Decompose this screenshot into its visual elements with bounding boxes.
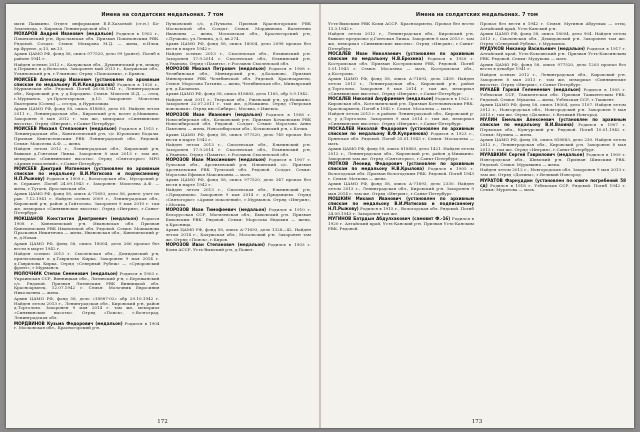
record-entry: [166, 243, 312, 253]
record-text: Родился в 1905 г. Узбекская ССР, Ташкентская обл. Призван Ташкентским РВК. Рядовой. Семья: Мукаева — жена, Узбекская ССР, г.Ташкент.: [480, 86, 626, 102]
record-text: Родился в 1915 г. Ленинградская обл., Кингисеппский р-н, с/с Юромские Бодалы. Призван Кингисеппским РВК Ленинградской обл. Рядовой. Семья: Моисеева А.Ф. — жена.: [14, 126, 160, 146]
record-entry: [166, 67, 312, 91]
record-text: Родился в 1909 г. Новгородская обл., Шимский р-н. Призван Шимским РВК. Рядовой. Семья: Муравкина — жена.: [480, 152, 626, 167]
record-continuation: [14, 63, 160, 78]
record-continuation: [480, 73, 626, 88]
record-text: Родился в 1905 г. Вологодская обл. Призван Вологодским РВК. Рядовой. Погиб 1943 г. Семья: Моткова — жена.: [328, 166, 474, 181]
record-continuation: [14, 107, 160, 126]
record-text: Родился в 1920 г. Алтайский край, Усть-Канский р-н. Призван Усть-Канским РВК. Рядовой.: [328, 216, 474, 232]
record-text: Архив ЦАМО РФ, фонд 58, опись 18004, дело 266 пропал без вести в марте 1942 г.: [14, 240, 160, 251]
text-column: [166, 22, 312, 414]
right-page: [320, 4, 634, 428]
record-text: Родился в 1917 г. Алтайский край, Усть-Коксинский р-н. Призван Усть-Коксинским РВК. Рядовой. Семья: Мудукова — мать.: [480, 46, 626, 62]
record-heading: МУКАЕВ Гарнай Гелемеевич (медальон): [480, 86, 581, 92]
record-heading: МОСАЛЕВ Николай Ануфриевич (медальон): [328, 96, 434, 102]
record-text: Родился в 1915 г., Вологодская обл. Рядовой. Погиб 24.09.1943 г. Захоронен там же.: [328, 206, 474, 216]
record-text: Найден осенью 2013 г. Смоленская обл., Демидовский р-н, прилегающая к д.Гаврилова Кирка. Захоронен 9 мая 2014 г. д.Гаврилова Кирка. Отряд «Северный Рубеж» — «Суворовский фронт», г.Мурманск.: [14, 250, 160, 271]
record-text: Найден летом 2013 г., Смоленская обл., Ельнинский р-н, с.Приданцево. Захоронен 9 мая 2014 г. д.Приданцево. Отряд «Святогорье» «Армия поколений», г.Мурманск. Отряд «Ингрия», г.Москва.: [165, 187, 311, 207]
text-column: [328, 22, 474, 414]
record-heading: МОИСЕЕВ Дмитрий Матвеевич (установлен по архивным спискам по медальону В.И.Матисова и подписанному Н.П.Рыжову): [14, 166, 160, 181]
record-text: Найден осенью 2012 г., Ленинградская обл., Кировский р-н. Захоронен 8 мая 2013 г. там же, мемориал «Синявинские высоты». Отряд «Ингрия», г.Санкт-Петербург.: [480, 71, 626, 87]
record-entry: [166, 208, 312, 227]
record-text: Найден май 2011 г., Тверская обл., Ржевский р-н, ур.Ножкино. Захоронен 22.07.2011 г. там же, д.Ножкино. Отряд «Тверская поисковая». Отряд им.«Сибирь», Москва, г.Ижевск.: [165, 96, 311, 112]
record-text: Родился в 1910 г. Белорусская ССР, Могилевская обл., Быховский р-н. Призван Быховским РВК. Рядовой. Семья: Морозова Евдокия — жена, д.Красница.: [165, 207, 311, 227]
record-continuation: [328, 22, 474, 32]
record-continuation: [166, 143, 312, 158]
record-entry: [328, 52, 474, 76]
record-heading: МОРОЗОВ Иван Степанович (медальон): [165, 242, 265, 248]
record-continuation: [480, 22, 626, 32]
record-text: Родился в 1908 г. Новосибирская обл., Кочковский р-н. Призван Кочковским РВК Новосибирской обл. Рядовой. Солдат. Семья: Морозова Анна Павловна — жена, Новосибирская обл., Кочковский р-н, с.Кочки.: [165, 111, 311, 132]
record-continuation: [14, 147, 160, 166]
record-text: Найден осенью 2013 г., Смоленская обл., Ельнинский р-н. Захоронен 17.9.2014 г. Смоленская обл., Ельнинский р-н, д.Уваново. Отряд «Память», г.Рославль Смоленской обл.: [165, 51, 311, 66]
record-heading: МУДУКОВ Никанор Васильевич (медальон): [480, 46, 585, 52]
record-text: Родился в 1904 г. Московская обл., Красногорский р-н.: [14, 320, 160, 331]
record-continuation: [166, 133, 312, 143]
record-entry: [328, 217, 474, 232]
record-text: Родился в 1920 г. Костромская обл. Призван Костромским РВК. Рядовой. Погиб 5.01.1943 г. Семья: Мосалева — мать, Костромская обл., д.Кострома.: [328, 56, 474, 76]
record-continuation: [166, 228, 312, 243]
record-text: Родился в 1907 г. Тульская обл., Арсеньевский р-н, Ильинский с/с. Призван Арсеньевским РВК Тульской обл. Рядовой. Солдат. Семья: Морозова Ефимья Максимовна — мать.: [165, 157, 311, 177]
record-text: Найден летом 2012 г., Ленинградская обл., Кировский р-н, бывшее предполье д.Гонтовая Липка. Захоронен 8 мая 2013 г. там же, мемориал «Синявинские высоты». Отряд «Ингрия», г.Санкт-Петербург.: [328, 31, 474, 51]
record-text: Найден летом 2012 г., Ленинградская обл., Кировский р-н, бывшая д.Гонтовая Липка. Захоронен 8 мая 2013 г. там же, мемориал «Синявинские высоты». Отряд «Святогорье» МРО «Армия поколений», г.Санкт-Петербург.: [14, 146, 160, 166]
record-continuation: [14, 22, 160, 32]
record-heading: МУРАВКИН Сергей Гаврилович (медальон): [480, 152, 585, 158]
record-text: Пропал без вести в 1942 г. Семья: Мугинов Абдулхак — отец, Алтайский край, Усть-Канский р-н.: [480, 22, 626, 31]
record-continuation: [480, 63, 626, 73]
record-entry: [480, 88, 626, 103]
record-heading: МОСАЛЕВ Иван Николаевич (установлен по архивным спискам по медальону Н.В.Ерохина): [328, 51, 474, 62]
record-text: Архив ЦАМО РФ, фонд 58, опись 18004, дело 904. Найден летом 2013 г., Смоленская обл., Демидовский р-н. Захоронен там же. Отряд «Северный Рубеж», г.Мурманск.: [480, 31, 626, 46]
record-text: Архив ЦАМО РФ, фонд 58, опись 818883, дело 1165, обр 5.9.1942.: [165, 91, 309, 97]
text-column: [480, 22, 626, 414]
record-text: Архив ЦАМО РФ, фонд 58, опись 18004, дело 1107. Найден летом 2012 г., Новгородская обл., Новгородский р-н. Захоронен 9 мая 2013 г. там же. Отряд «Долина», г.Великий Новгород.: [480, 102, 626, 117]
record-text: Архив ЦАМО РФ, фонд 58, опись 977520, дело 347 пропал без вести в марте 1942 г.: [165, 177, 311, 187]
book-gutter: [319, 4, 321, 428]
record-continuation: [14, 192, 160, 216]
record-continuation: [480, 32, 626, 47]
record-heading: МУРАТОВ Фарнуддин (установлен по книге погребений 58 сд): [480, 177, 626, 188]
record-continuation: [14, 52, 160, 62]
record-text: Родился в 1907 г. Пермская обл., Кунгурский р-н. Рядовой. Погиб 10.01.1942 г. Семья: Мулина — жена.: [480, 122, 626, 137]
record-entry: [480, 179, 626, 194]
record-text: Родился в 1908 г. Челябинская обл., Миньярский р-н, д.Баланово. Призван Миньярским РВК Челябинской обл. Рядовой. Красноармеец. Семья: Морозова Татьяна — жена, Челябинская обл., Миньярский р-н, д.Баланово.: [165, 66, 311, 91]
record-text: Родился в 1922 г. Кировская обл., Котельничский р-н. Призван Котельничским РВК. Красноармеец. Погиб в 1942 г. Семья: Мосалева — мать.: [328, 96, 474, 111]
record-heading: МОРОЗОВ Иван Максимович (медальон): [165, 157, 266, 163]
record-heading: МОИСЕЕВ Михаил Степанович (медальон): [14, 126, 117, 132]
record-entry: [328, 97, 474, 112]
record-text: Родился 1908 г. Кинешемский р-н, Ивановская обл. Призван Кинешемским РВК Ивановской обл. Рядовой. Семья: Мокшанова Прасковья Никитична — жена, Ивановская обл., Кинешемский р-н, д.Новая.: [14, 215, 160, 241]
record-continuation: [480, 103, 626, 118]
record-continuation: [480, 168, 626, 178]
record-entry: [480, 153, 626, 168]
record-text: Родился в 1909 г., Вологодская обл., Мусорский р-н. Сержант. Погиб 24.09.1943 г. Захоронен: Моисеева А.Ф. — жена, г.Тутаев, Ярославская обл.: [14, 175, 160, 191]
record-heading: МУГИНОВ Батрдын Абдулхакович (самовит Ф.-16): [328, 216, 451, 222]
record-entry: [14, 322, 160, 332]
record-text: Архив ЦАМО РФ, фонд 58, опись А-71693, дело 1328—42. Найден летом 2014 г., Калужская обл., Мосальский р-н. Захоронен там же. Отряд «Поиск», г.Киров.: [165, 227, 311, 242]
record-entry: [14, 127, 160, 146]
record-text: Архив ЦАМО РФ, фонд 58, опись А-71693, дело 56, ранее: учет по ран. 7.12.1941 г. Найден осенью 2009 г., Ленинградская обл., Кировский р-н, район д.Гайтолово. Захоронен 9 мая 2010 г. там же, мемориал «Синявинские высоты». Отряд «Ингрия», г.Санкт-Петербург.: [14, 191, 160, 216]
record-continuation: [328, 147, 474, 162]
record-text: Родился в 1902 г., Пошехонский р-н, Ярославская обл. Призван Пошехонским РВК. Рядовой. Солдат. Семья: Мохарова М.Д. — жена, п.Ильи, пр.Фрунзе, д.13, кв.13.: [14, 31, 160, 51]
record-text: Архив ЦАМО РФ, фонд 58, опись 977520, дело 749 пропал без вести в марте 1942 г.: [165, 131, 311, 142]
record-continuation: [328, 182, 474, 197]
record-heading: МОХАРОВ Андрей Иванович (медальон): [14, 31, 114, 37]
record-heading: МОШКИН Михаил Иванович (установлен по архивным спискам по медальону В.И.Матисова и подписанному Н.П.Рыжову): [328, 196, 474, 212]
record-text: Архив ЦАМО РФ, фонд 58, опись А-71693, дело 2330. Найден летом 2013 г., Ленинградская обл., Кировский р-н. Захоронен 9 мая 2014 г. там же. Отряд «Ингрия», г.Санкт-Петербург.: [328, 181, 474, 197]
record-continuation: [14, 297, 160, 321]
record-continuation: [480, 138, 626, 153]
record-heading: МОРОЗОВ Михаил Петрович (медальон): [165, 66, 266, 72]
record-continuation: [328, 112, 474, 127]
record-text: Найден осенью 2012 г., Калужская обл., Думиничский р-н, между д.Перкино и д.Волосово. Захоронен май 2013 г., Калужская обл., Ульяновский р-н, г.Ульяново. Отряд «Поисковик», г.Брянск.: [14, 61, 160, 77]
record-continuation: [166, 188, 312, 207]
running-head: Имена на солдатских медальонах. 7 том: [415, 12, 539, 18]
record-text: Архив ЦАМО РФ, фонд 58, дело «18987-02» обр 29.10.1942 г. Найден летом 2013 г., Ленинградская обл., Кировский р-н, район д.Тортолово. Захоронен 9 мая 2014 г. там же, мемориал «Синявинские высоты». Отряд «Поиск», г.Волгоград, Ленинградская обл.: [14, 295, 160, 321]
record-continuation: [166, 178, 312, 188]
record-text: Родился в 1903 г. Коми АССР, Усть-Вымский р-н, д.Пожег.: [165, 242, 311, 253]
record-entry: [480, 118, 626, 137]
record-entry: [14, 272, 160, 296]
record-text: Найден летом 2013 г. в районе Ленинградской обл., Кировский р-н, у д.Тортолово. Захоронен 9 мая 2014 г. там же, мемориал «Синявинские высоты». Отряд «Ингрия», г.Санкт-Петербург.: [328, 111, 474, 126]
record-heading: МУЛИН Емельян Алексеевич (установлен по архивным спискам по медальону В.И.Вахина): [480, 117, 626, 128]
record-heading: МОИСЕЕВ Александр Иванович (установлен по архивным спискам по медальону И.И.Кондрашова): [14, 76, 160, 87]
record-entry: [480, 47, 626, 62]
text-column: [14, 22, 160, 414]
running-head: Имена на солдатских медальонах. 7 том: [101, 12, 224, 18]
record-entry: [328, 127, 474, 146]
record-text: Архив ЦАМО РФ, фонд 58, опись 818883, дело 1421. Найден летом 2012 г., Ленинградская обл., Кировский р-н, район д.Мишкино. Захоронен там же. Отряд «Святогорье», г.Санкт-Петербург.: [328, 146, 474, 161]
record-entry: [14, 217, 160, 241]
record-text: Найден летом 2012 г., Новгородская обл. Захоронен 9 мая 2013 г. там же. Отряд «Долина», г.Великий Новгород.: [480, 167, 626, 178]
record-entry: [328, 162, 474, 181]
page-columns: [14, 22, 311, 414]
record-continuation: [328, 32, 474, 51]
left-page: [6, 4, 320, 428]
record-entry: [14, 167, 160, 191]
book-spread: [6, 4, 634, 428]
record-continuation: [166, 98, 312, 113]
record-heading: МОКШАНОВ Константин Дмитриевич (медальон): [14, 215, 138, 221]
record-heading: МОРОЗОВ Иван Иванович (медальон): [165, 111, 263, 117]
record-heading: МОРДВИНОВ Кузьма Федорович (медальон): [14, 320, 123, 326]
page-number: 172: [157, 419, 168, 425]
record-text: Архив ЦАМО РФ, фонд 58, опись 818883, дело 230. Найден летом 2012 г., Ленинградская обл., Кировский р-н. Захоронен 8 мая 2013 г. там же. Отряд «Ингрия», г.Санкт-Петербург.: [480, 137, 626, 152]
record-text: мати Пашкино. Отдел: информация Е.Е.Хазаевой (ст.н.) Бо-Землеведа, г. Кировск Ленинградской обл.): [14, 22, 160, 31]
record-text: Родился в 1923 г., Брянская обл. Рядовой. Погиб 25.01.1943 г. Семья: Москалева — мать.: [328, 131, 474, 146]
record-heading: МОТКОВ Леонид Федорович (установлен по архивным спискам по медальону Н.В.Крылова): [328, 161, 474, 172]
record-heading: МОЛОЧНИК Степан Семенович (медальон): [14, 270, 118, 276]
record-text: Найден летом 2013 г., Смоленская обл., Ельнинский р-н. Захоронен 17.9.2014 г. Смоленская обл., Ельнинский р-н, д.Уваново. Отряд «Память», г.Рославль Смоленской обл.: [165, 142, 311, 157]
record-entry: [166, 113, 312, 132]
record-text: Родился в 1903 г. Украинская ССР, Винницкая обл., Литинский р-н, с.Бережанский с/с. Рядовой. Призван Литинским РВК Винницкой обл. Красноармеец. 12.07.1942 г. Семья: Молочник Евросиния Николаевна — жена.: [14, 270, 160, 296]
record-heading: МОСКАЛЕВ Николай Федорович (установлен по архивным спискам по медальону В.Ф.Куприянова): [328, 126, 474, 137]
record-text: Архив ЦАМО РФ, фонд 58, опись А-71693, дело 2459. Найден летом 2013 г., Ленинградская обл., Кировский р-н, район д.Тортолово. Захоронен 9 мая 2014 г. там же, мемориал «Синявинские высоты». Отряд «Ингрия», г.Санкт-Петербург.: [328, 76, 474, 96]
record-continuation: [166, 22, 312, 41]
record-entry: [14, 78, 160, 107]
page-columns: [328, 22, 626, 414]
record-continuation: [166, 52, 312, 67]
record-text: Архив ЦАМО РФ, фонд 58, опись 977520, дело 1203 пропал без вести в декабре 1941 г.: [480, 61, 626, 72]
record-entry: [328, 197, 474, 216]
record-heading: МОРОЗОВ Иван Тимофеевич (медальон): [165, 207, 267, 213]
record-continuation: [166, 42, 312, 52]
record-text: Архив ЦАМО РФ, фонд 58, опись 818883, дело 65. Найден летом 2011 г., Ленинградская обл., Кировский р-н, возле д.Мишкино. Захоронен 8 мая 2012 г. там же, мемориал «Синявинские высоты». Отряд «Ингрия», г.Санкт-Петербург.: [14, 106, 160, 126]
record-continuation: [14, 252, 160, 271]
record-text: Родился в 1920 г., Мурманская обл. Рядовой. Погиб 26.08.1941 г., Ленинградская обл., Кировский р-н, у д.Бородино. Семья: Моисеев И.Д. — отец, г.Мурманск, ул.Пролетарская, д.15. Захоронен: Моисеева Екатерина (Солнц) — сестра, д.Нурмолицы.: [14, 81, 160, 106]
record-text: Пучковский с/с, д.Пучково. Призван Красногорским РВК Московской обл. Солдат. Семья: Мордвинова Валентина Ивановна — жена, Московская обл., Красногорский р-н, с.Пучково, ул.Ленина, д.3, кв.274.: [165, 22, 311, 41]
record-entry: [14, 32, 160, 51]
record-entry: [166, 158, 312, 177]
record-continuation: [14, 242, 160, 252]
page-number: 173: [471, 419, 483, 425]
record-text: Родился в 1918 г. Узбекская ССР. Рядовой. Погиб 1942 г. Семья: Муратова — мать.: [480, 182, 626, 193]
record-text: Архив ЦАМО РФ, фонд 58, опись 977520, дело 99 (ранее). Погиб в районе 1941 г.: [14, 51, 160, 62]
record-continuation: [328, 77, 474, 96]
record-text: Усть-Вымским РВК Коми АССР. Красноармеец. Пропал без вести 13.3.1942 г.: [328, 22, 474, 31]
record-text: Архив ЦАМО РФ, фонд 58, опись 18004, дело 2098 пропал без вести в марте 1942 г.: [165, 40, 311, 51]
